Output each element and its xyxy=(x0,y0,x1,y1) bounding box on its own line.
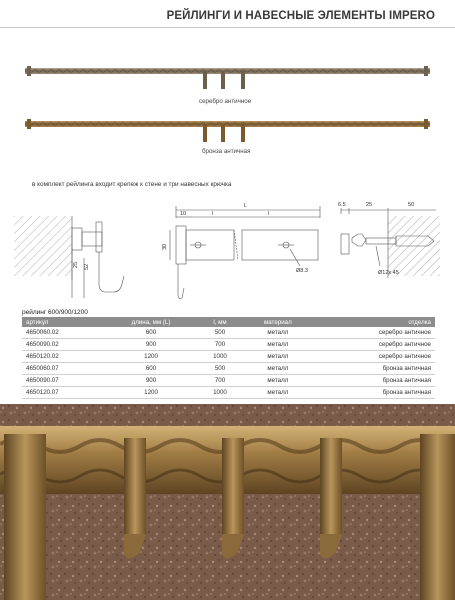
cell-finish: бронза античная xyxy=(314,375,435,387)
cell-length: 600 xyxy=(104,363,198,375)
cell-length: 900 xyxy=(104,375,198,387)
hook-1 xyxy=(124,438,146,559)
table-row xyxy=(22,387,435,399)
cell-material: металл xyxy=(242,375,314,387)
cell-article: 4650120.02 xyxy=(22,351,104,363)
cell-article: 4650120.07 xyxy=(22,387,104,399)
table-row xyxy=(22,327,435,339)
cell-article: 4650060.02 xyxy=(22,327,104,339)
cell-length: 600 xyxy=(104,327,198,339)
table-row xyxy=(22,351,435,363)
col-l: l, мм xyxy=(198,317,242,327)
cell-length: 900 xyxy=(104,339,198,351)
dim-50: 50 xyxy=(408,202,415,208)
table-row xyxy=(22,339,435,351)
technical-drawing xyxy=(0,188,455,306)
cell-finish: серебро античное xyxy=(314,351,435,363)
dim-52: 52 xyxy=(84,263,90,270)
col-material: материал xyxy=(242,317,314,327)
kit-note: в комплект рейлинга входит крепеж к стене и три навесных крючка xyxy=(32,181,232,188)
hook-2 xyxy=(222,438,244,559)
cell-finish: серебро античное xyxy=(314,339,435,351)
cell-material: металл xyxy=(242,387,314,399)
dim-6-5: 6.5 xyxy=(338,202,346,208)
table-title: рейлинг 600/900/1200 xyxy=(22,309,88,316)
page-title: РЕЙЛИНГИ И НАВЕСНЫЕ ЭЛЕМЕНТЫ IMPERO xyxy=(166,10,435,22)
rail-silver-caption: серебро античное xyxy=(199,98,252,105)
cell-l: 1000 xyxy=(198,351,242,363)
cell-l: 1000 xyxy=(198,387,242,399)
cell-length: 1200 xyxy=(104,351,198,363)
cell-material: металл xyxy=(242,351,314,363)
cell-l: 700 xyxy=(198,339,242,351)
title-divider xyxy=(0,27,455,28)
table-header-row xyxy=(22,317,435,327)
cell-l: 500 xyxy=(198,327,242,339)
dim-30: 30 xyxy=(162,243,168,250)
side-view xyxy=(14,216,124,298)
col-article: артикул xyxy=(22,317,104,327)
cell-l: 700 xyxy=(198,375,242,387)
dim-total-length: L xyxy=(244,203,248,209)
dim-screw: Ø12x 45 xyxy=(378,270,399,276)
product-photo xyxy=(0,404,455,600)
cell-finish: бронза античная xyxy=(314,387,435,399)
table-row xyxy=(22,375,435,387)
table-row xyxy=(22,363,435,375)
hook-3 xyxy=(320,438,342,559)
dim-25b: 25 xyxy=(366,202,373,208)
dim-hole: Ø8.3 xyxy=(296,268,308,274)
cell-finish: серебро античное xyxy=(314,327,435,339)
front-view xyxy=(170,206,320,299)
cell-article: 4650060.07 xyxy=(22,363,104,375)
cell-article: 4650090.02 xyxy=(22,339,104,351)
cell-material: металл xyxy=(242,327,314,339)
col-finish: отделка xyxy=(314,317,435,327)
cell-article: 4650090.07 xyxy=(22,375,104,387)
cell-l: 500 xyxy=(198,363,242,375)
rail-bronze-image xyxy=(25,115,430,145)
cell-material: металл xyxy=(242,363,314,375)
cell-material: металл xyxy=(242,339,314,351)
specs-table xyxy=(22,317,435,399)
fixing-view xyxy=(341,208,440,278)
cell-finish: бронза античная xyxy=(314,363,435,375)
dim-10: 10 xyxy=(180,211,187,217)
dim-right-l: l xyxy=(268,211,270,217)
dim-left-l: l xyxy=(212,211,214,217)
col-length: длина, мм (L) xyxy=(104,317,198,327)
cell-length: 1200 xyxy=(104,387,198,399)
dim-25: 25 xyxy=(73,261,79,268)
rail-bronze-caption: бронза античная xyxy=(202,148,251,155)
rail-silver-image xyxy=(25,62,430,92)
